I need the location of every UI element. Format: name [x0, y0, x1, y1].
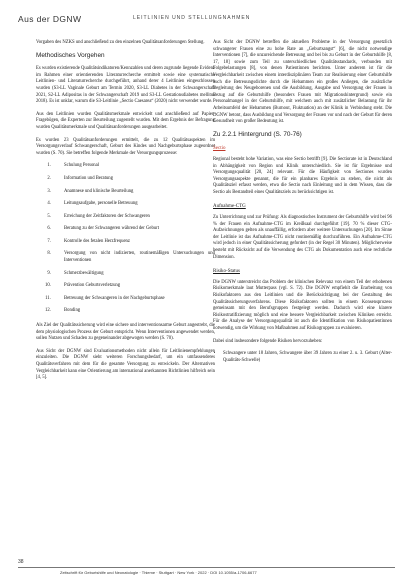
paragraph: Aus Sicht der DGNW sind Evaluationsmethoden nicht allein für Leitlinienempfehlungen einzuleiten. Die DGNW sieht weiteren Forschungsbedarf, um ein umfassenderes Qualitätsverfahren mit dem für die gesamte Versorgung zu entwickeln. Der Alternativen Vergleichbarkeit kann eine Orientierung am international anerkannten Richtlinien hilfreich sein [4, 5].: [36, 348, 215, 381]
list-item: 2. Information und Beratung: [52, 176, 215, 183]
paragraph: Die DGNW unterstreicht das Problem der klinischen Relevanz von einem Teil der erhobenen Risikomerkmale laut Mutterpass (vgl. S. 72). Die DGNW empfiehlt die Erarbeitung von Risikofaktoren aus den Leitlinien und die Berücksichtigung bei der Gestaltung des Qualitätssicherungsverfahrens. Diese Risikofaktoren sollten in einem Konsensprozess gemeinsam mit den Berufsgruppen festgelegt werden. Dadurch wird eine klarere Risikostratifizierung möglich und eine bessere Vergleichbarkeit zwischen Kliniken erreicht. Für die Analyse der Versorgungsqualität ist auch die Identifikation von Risikopatientinnen notwendig, um die Wirkung von Maßnahmen auf Risikogruppen zu evaluieren.: [213, 279, 392, 331]
list-item: 7. Kontrolle des fetalen Herzfrequenz: [52, 239, 215, 246]
subheading-sectio: Sectio: [213, 146, 226, 152]
subheading-ctg: Aufnahme-CTG: [213, 204, 246, 210]
page-number: 38: [18, 559, 24, 565]
paragraph: Als Ziel der Qualitätssicherung wird eine sichere und interventionsarme Geburt angestrebt, die dem physiologischen Prozess der Geburt entspricht. Wenn Interventionen angewendet werden, sollen Nutzen und Schaden zu gegeneinander abgewogen werden (S. 70).: [36, 323, 215, 342]
paragraph: Es wurden existierende Qualitätsindikatoren/Kennzahlen und deren zugrunde liegende Evidenz im Rahmen einer orientierenden Literaturrecherche ermittelt sowie eine systematische Leitlinien- und Literaturrecherche durchgeführt, anhand derer 4 Leitlinien eingeschlossen wurden (S3-LL Vaginale Geburt am Termin 2020, S3-LL Diabetes in der Schwangerschaft 2021, S2-LL Adipositas in der Schwangerschaft 2019 und S3-LL Gestationsdiabetes mellitus 2018). Es ist unklar, warum die S3-Leitlinie „Sectio Caesarea“ (2020) nicht verwendet wurde.: [36, 66, 215, 105]
list-item: 9. Schmerzbewältigung: [52, 271, 215, 278]
list-item: 10. Prävention Geburtsverletzung: [52, 283, 215, 290]
list-item: 12. Bonding: [52, 308, 215, 315]
right-column: [213, 40, 392, 367]
list-item: 8. Versorgung von nicht indizierten, routinemäßigen Untersuchungen und Interventionen: [52, 251, 215, 264]
list-item: 1. Schulung Personal: [52, 163, 215, 170]
footer-divider: [18, 567, 395, 568]
quality-aspects-list: [36, 163, 215, 315]
subheading-risk-status: Risiko-Status: [213, 269, 240, 275]
paragraph: Aus den Leitlinien wurden Qualitätsmerkmale entwickelt und anschließend auf Papier-Fragebögen, die Experten zur Beurteilung zugestellt wurden. Mit dem Ergebnis der Befragung wurden Qualitätsmerkmale und Qualitätsanforderungen ausgearbeitet.: [36, 111, 215, 130]
heading-methods: Methodisches Vorgehen: [36, 51, 105, 59]
footer-citation: Zeitschrift für Geburtshilfe und Neonatologie · Thieme · Stuttgart · New York · 2022 · DOI 10.1055/a-1706-6677: [60, 570, 257, 575]
list-item: • Schwangere unter 18 Jahren, Schwangere über 39 Jahren zu einer 2. u. 3. Geburt (Alter-Qualitäts-Schwelle): [223, 351, 392, 364]
section-title: LEITLINIEN UND STELLUNGNAHMEN: [133, 15, 251, 21]
paragraph: Regional besteht hohe Variation, was eine Sectio betrifft [9]. Die Sectiorate ist in Deutschland in Abhängigkeit von Region und Klinik unterschiedlich. Sie ist für Ergebnisse und Versorgungsqualität [20, 24] relevant. Für die Häufigkeit von Sectiones wurden Versorgungsaspekte genannt, die für ein planbares Ergebnis zu stehen, die nicht als Qualitätsziel erfasst werden, etwa die Sectio nach Einleitung und in dem Wissen, dass die Sectio als Bestandteil eines Qualitätsziels zu berücksichtigen ist.: [213, 156, 392, 195]
list-item: 5. Erreichung der Zeitfaktoren der Schwangeren: [52, 214, 215, 221]
list-item: 11. Betreuung der Schwangeren in der Nachgeburtsphase: [52, 296, 215, 303]
paragraph: Dabei sind insbesondere folgende Risiken hervorzuheben:: [213, 338, 323, 344]
list-item: 3. Anamnese und klinische Beurteilung: [52, 189, 215, 196]
risk-list: [213, 351, 392, 364]
list-item: 4. Leitungsaufgabe, personelle Betreuung: [52, 201, 215, 208]
list-item: 6. Beratung zu der Schwangeren während der Geburt: [52, 226, 215, 233]
paragraph: Es wurden 23 Qualitätsanforderungen ermittelt, die zu 12 Qualitätsaspekten im Versorgungsverlauf Schwangerschaft, Geburt des Kindes und Nachgeburtsphase zugeordnet wurden (S. 70). Sie betreffen folgende Merkmale der Versorgungsprozesse:: [36, 137, 215, 156]
paragraph: Vorgaben des NZKS und anschließend zu den einzelnen Qualitätsanforderungen Stellung.: [36, 40, 205, 45]
paragraph: Zu Unterrichtung und zur Prüfung: Als diagnostisches Instrument der Geburtshilfe wird bei 96 % der Frauen ein Aufnahme-CTG im Kreißsaal durchgeführt [19]. 70 % dieser CTG-Aufzeichnungen gelten als unauffällig, erfordern aber weitere Untersuchungen [20]. Im Sinne der Leitlinie ist das Aufnahme-CTG nicht routinemäßig durchzuführen. Ein Aufnahme-CTG wird jedoch in einer Qualitätssicherung gefordert (in der Regel 30 Minuten). Möglicherweise besteht mit Rücksicht auf die Verwendung des CTG als Dokumentation auch eine rechtliche Dimension.: [213, 215, 392, 260]
heading-background: Zu 2.2.1 Hintergrund (S. 70-76): [213, 130, 302, 138]
paragraph: Aus Sicht der DGNW betreffen die aktuellen Probleme in der Versorgung gesetzlich schwangerer Frauen eine zu hohe Rate an „Geburtsangst“ [6], die nicht notwendige Interventionen [7], die unzureichende Betreuung und bei bis zu Geburt in der Geburtshilfe [8, 17, 18] sowie zum Teil zu unterschiedlichen Qualitätsstandards, verbunden mit Folgebelastungen [8], von denen Patientinnen berichten. Unter anderem ist für die Vergleichbarkeit zwischen einem interdisziplinären Team zur Realisierung einer Geburtshilfe auch die Betreuungsdichte durch die Hebammen ein großes Anliegen, die zusätzliche Begleitung des Neugeborenen und die Ausbildung, Ausgabe und Versorgung der Frauen in Bezug auf die Geburtshilfe (besonders Frauen mit Migrationshintergrund) sowie ein Personalmangel in der Geburtshilfe, mit welchem auch mit zusätzlicher Belastung für ihr Arbeitsumfeld der Hebammen (Burnout, Fluktuation) an der Klinik in Verbindung steht. Die DGNW betont, dass Ausbildung und Versorgung der Frauen vor und nach der Geburt für deren Gesundheit von großer Bedeutung ist.: [213, 40, 392, 125]
left-column: [36, 40, 215, 388]
journal-section-label: Aus der DGNW: [18, 14, 82, 24]
page-header: [18, 14, 398, 24]
